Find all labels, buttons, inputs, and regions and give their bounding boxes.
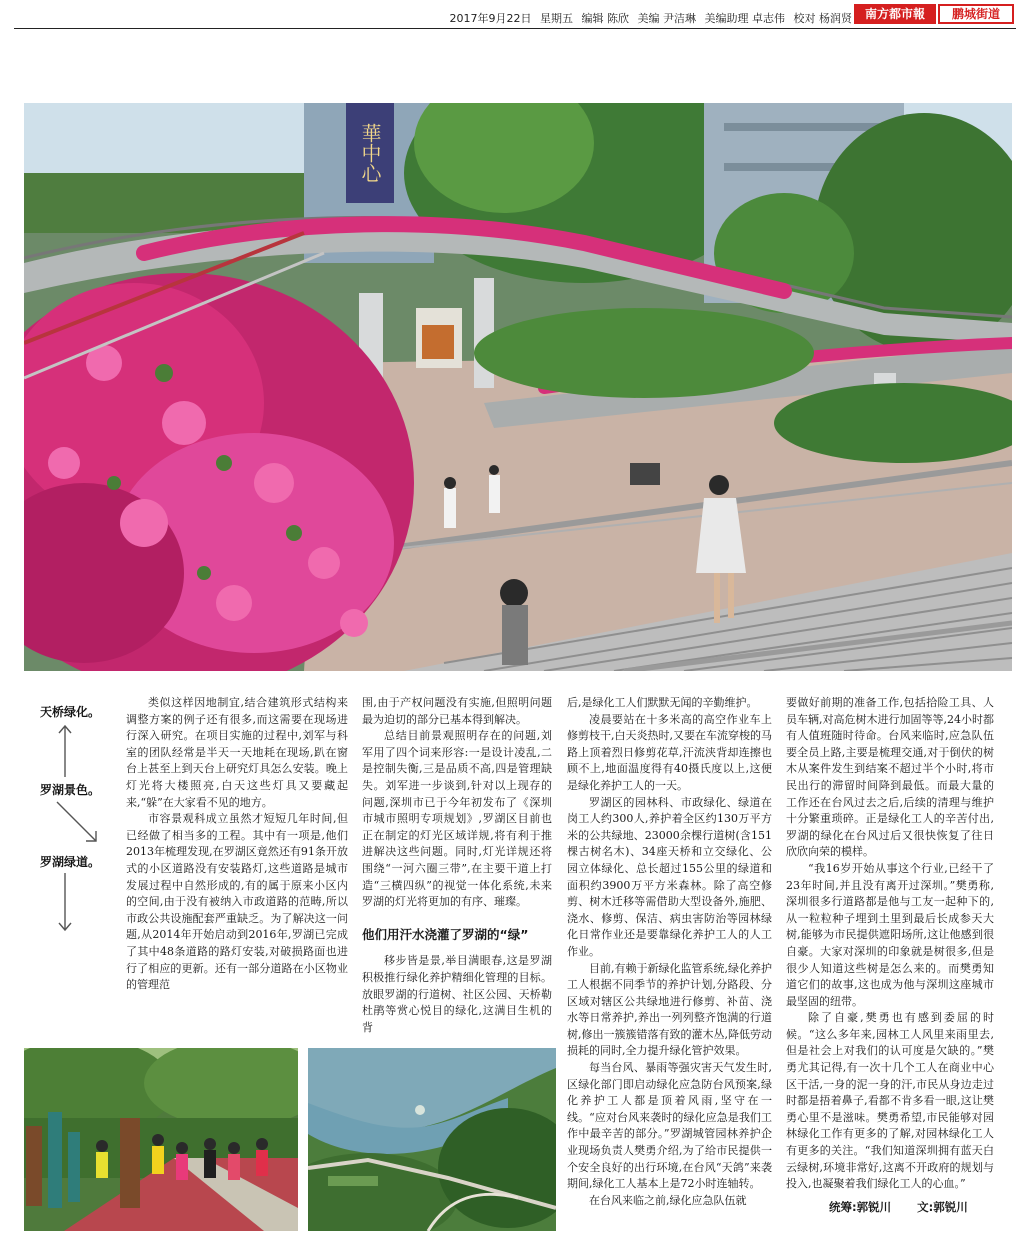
arrow-up-icon [58, 723, 72, 779]
greenway-runners-photo [24, 1048, 298, 1231]
footbridge-photo [24, 103, 1012, 671]
coordinator-credit: 统筹:郭锐川 [829, 1199, 892, 1214]
design-assistant-credit: 美编助理 卓志伟 [704, 12, 785, 25]
edition-name: 鹏城街道 [938, 4, 1014, 24]
issue-weekday: 星期五 [540, 12, 573, 25]
arrow-diagonal-icon [54, 799, 100, 845]
paragraph: 后,是绿化工人们默默无闻的辛勤维护。 [567, 696, 758, 709]
section-heading: 他们用汗水浇灌了罗湖的“绿” [362, 926, 529, 942]
designer-credit: 美编 尹洁琳 [637, 12, 696, 25]
caption-footbridge: 天桥绿化。 [40, 705, 101, 719]
article-column-1 [126, 695, 348, 994]
editor-credit: 编辑 陈欣 [581, 12, 629, 25]
paragraph: 类似这样因地制宜,结合建筑形式结构来调整方案的例子还有很多,而这需要在现场进行深入研究。在项目实施的过程中,刘军与科室的团队经常是半天一天地耗在现场,趴在窗台上甚至上到天台上研究灯具怎么安装。晚上灯光将大楼照亮,白天这些灯具又要藏起来,“躲”在大家看不见的地方。 [126, 696, 348, 809]
caption-scenery: 罗湖景色。 [40, 783, 101, 797]
photo-captions [24, 695, 120, 945]
paragraph: 总结目前景观照明存在的问题,刘军用了四个词来形容:一是设计凌乱,二是控制失衡,三是品质不高,四是管理缺失。刘军进一步谈到,针对以上现存的问题,深圳市已于今年初发布了《深圳市城市照明专项规划》,罗湖区目前也正在制定的灯光区域详规,将有利于推进解决这些问题。同时,灯光详规还将围绕“一河六圈三带”,在主要干道上打造“三横四纵”的视觉一体化系统,未来罗湖的灯光将更加的有序、璀璨。 [362, 729, 552, 909]
paragraph: 在台风来临之前,绿化应急队伍就 [589, 1193, 747, 1207]
arrow-down-icon [58, 871, 72, 933]
header-meta [445, 10, 853, 26]
paragraph: 罗湖区的园林科、市政绿化、绿道在岗工人约300人,养护着全区约130万平方米的公共绿地、23000余棵行道树(含151棵古树名木)、34座天桥和立交绿化、公园立体绿化、总长超过155公里的绿道和面积约3900万平方米森林。除了高空修剪、树木迁移等需借助大型设备外,施肥、浇水、修剪、保洁、病虫害防治等园林绿化日常作业还是要靠绿化养护工人的人工作业。 [567, 795, 772, 958]
article-column-2 [362, 695, 552, 1036]
newspaper-logo: 南方都市報 [854, 4, 936, 24]
caption-greenway: 罗湖绿道。 [40, 855, 101, 869]
article-credits [786, 1199, 994, 1216]
paragraph: 市容景观科成立虽然才短短几年时间,但已经做了相当多的工程。其中有一项是,他们2013年梳理发现,在罗湖区竟然还有91条开放式的小区道路没有安装路灯,这些道路是城市发展过程中自然形成的,有的属于原来小区内的空间,由于没有被纳入市政道路的范畴,所以市政公共设施配套严重缺乏。为了解决这一问题,从2014年开始启动到2016年,罗湖已完成了其中48条道路的路灯安装,对破损路面也进行了相应的更新。还有一部分道路在小区物业的管理范 [126, 812, 348, 992]
page-header [0, 0, 1024, 30]
paragraph: 移步皆是景,举目满眼春,这是罗湖积极推行绿化养护精细化管理的目标。放眼罗湖的行道树、社区公园、天桥勒杜鹃等赏心悦目的绿化,这满目生机的背 [362, 954, 552, 1034]
paragraph: 除了自豪,樊勇也有感到委屈的时候。“这么多年来,园林工人风里来雨里去,但是社会上对我们的认可度是欠缺的。”樊勇尤其记得,有一次十几个工人在商业中心区干活,一身的泥一身的汗,市民从身边走过时都是捂着鼻子,看都不肯多看一眼,这让樊勇心里不是滋味。樊勇希望,市民能够对园林绿化工作有更多的了解,对园林绿化工人有更多的关注。“我们知道深圳拥有蓝天白云绿树,环境非常好,这离不开政府的规划与投入,也凝聚着我们绿化工人的心血。” [786, 1011, 994, 1191]
building-sign: 華中心 [358, 123, 382, 183]
paragraph: 要做好前期的准备工作,包括拾险工具、人员车辆,对高危树木进行加固等等,24小时都有人值班随时待命。台风来临时,应急队伍要全员上路,主要是梳理交通,对于倒伏的树木从案件发生到结案不超过半个小时,将市民出行的滞留时间降到最低。而最大量的工作还在台风过去之后,后续的清理与维护十分繁重琐碎。正是绿化工人的辛苦付出,罗湖的绿化在台风过后又很快恢复了往日欣欣向荣的模样。 [786, 696, 994, 859]
header-rule [14, 28, 1016, 29]
paragraph: 每当台风、暴雨等强灾害天气发生时,区绿化部门即启动绿化应急防台风预案,绿化养护工人都是顶着风雨,坚守在一线。“应对台风来袭时的绿化应急是我们工作中最辛苦的部分。”罗湖城管园林养护企业现场负责人樊勇介绍,为了给市民提供一个安全良好的出行环境,在台风“天鸽”来袭期间,绿化工人基本上是72小时连轴转。 [567, 1061, 772, 1191]
paragraph: 凌晨要站在十多米高的高空作业车上修剪枝干,白天炎热时,又要在车流穿梭的马路上顶着烈日修剪花草,汗流浃背却连擦也顾不上,地面温度得有40摄氏度以上,这便是绿化养护工人的一天。 [567, 712, 772, 792]
paragraph: 目前,有赖于新绿化监管系统,绿化养护工人根据不同季节的养护计划,分路段、分区域对辖区公共绿地进行修剪、补苗、浇水等日常养护,养出一列列整齐饱满的行道树,修出一簇簇错落有致的灌木丛,降低劳动损耗的同时,全力提升绿化管护效果。 [567, 961, 772, 1058]
reservoir-aerial-photo [308, 1048, 556, 1231]
writer-credit: 文:郭锐川 [917, 1199, 968, 1214]
article-column-4 [786, 695, 994, 1215]
article-column-3 [567, 695, 772, 1209]
paragraph: 围,由于产权问题没有实施,但照明问题最为迫切的部分已基本得到解决。 [362, 696, 552, 726]
paragraph: “我16岁开始从事这个行业,已经干了23年时间,并且没有离开过深圳。”樊勇称,深圳很多行道路都是他与工友一起种下的,从一粒粒种子埋到土里到最后长成参天大树,能够为市民提供遮阳场所,这让他感到很自豪。大家对深圳的印象就是树很多,但是很少人知道这些树是怎么来的。而樊勇知道它们的故事,这也成为他与深圳这座城市最坚固的纽带。 [786, 861, 994, 1008]
proofreader-credit: 校对 杨润贤 [793, 12, 852, 25]
issue-date: 2017年9月22日 [449, 12, 532, 25]
